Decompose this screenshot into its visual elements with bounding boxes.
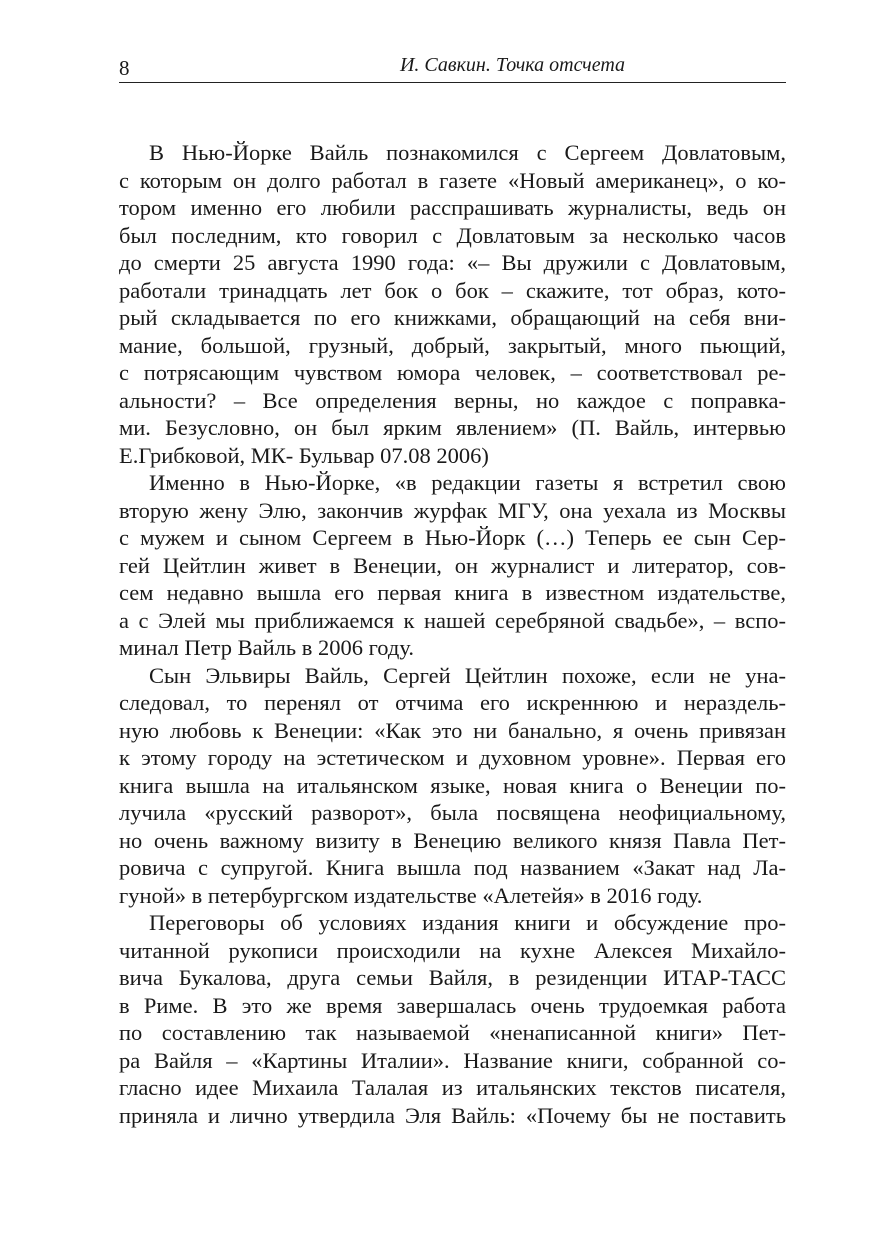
text-line: минал Петр Вайль в 2006 году. [119, 635, 414, 660]
text-line: в Риме. В это же время завершалась очень трудоемкая работа [119, 992, 786, 1018]
text-line: гей Цейтлин живет в Венеции, он журналист и литератор, сов- [119, 552, 786, 578]
text-line: мание, большой, грузный, добрый, закрытый, много пьющий, [119, 332, 786, 358]
text-line: рый складывается по его книжками, обращающий на себя вни- [119, 305, 786, 330]
text-line: следовал, то перенял от отчима его искреннюю и нераздель- [119, 690, 786, 715]
text-line: вича Букалова, друга семьи Вайля, в резиденции ИТАР-ТАСС [119, 965, 786, 990]
paragraph [119, 139, 786, 469]
paragraph [119, 662, 786, 910]
text-line: до смерти 25 августа 1990 года: «– Вы дружили с Довлатовым, [119, 250, 786, 275]
text-line: ми. Безусловно, он был ярким явлением» (П. Вайль, интервью [119, 415, 786, 440]
paragraph [119, 469, 786, 662]
text-line: к этому городу на эстетическом и духовном уровне». Первая его [119, 745, 786, 770]
text-line: гласно идее Михаила Талалая из итальянских текстов писателя, [119, 1075, 786, 1100]
body-text [119, 139, 786, 1129]
text-line: с мужем и сыном Сергеем в Нью-Йорк (…) Теперь ее сын Сер- [119, 525, 786, 550]
text-line: ра Вайля – «Картины Италии». Название книги, собранной со- [119, 1047, 786, 1073]
text-line: Сын Эльвиры Вайль, Сергей Цейтлин похоже, если не уна- [149, 662, 786, 688]
text-line: лучила «русский разворот», была посвящена неофициальному, [119, 800, 786, 825]
text-line: а с Элей мы приближаемся к нашей серебряной свадьбе», – вспо- [119, 607, 786, 633]
text-line: работали тринадцать лет бок о бок – скажите, тот образ, кото- [119, 277, 786, 303]
text-line: по составлению так называемой «ненаписанной книги» Пет- [119, 1020, 786, 1045]
text-line: с которым он долго работал в газете «Новый американец», о ко- [119, 167, 786, 193]
text-line: приняла и лично утвердила Эля Вайль: «Почему бы не поставить [119, 1102, 786, 1128]
text-line: альности? – Все определения верны, но каждое с поправка- [119, 387, 786, 413]
text-line: гуной» в петербургском издательстве «Алетейя» в 2016 году. [119, 882, 703, 908]
paragraph [119, 909, 786, 1129]
text-line: с потрясающим чувством юмора человек, – соответствовал ре- [119, 360, 786, 385]
text-line: книга вышла на итальянском языке, новая книга о Венеции по- [119, 772, 786, 798]
text-line: Е.Грибковой, МК- Бульвар 07.08 2006) [119, 442, 489, 468]
page-number: 8 [119, 56, 130, 80]
running-title: И. Савкин. Точка отсчета [399, 54, 626, 76]
text-line: Переговоры об условиях издания книги и обсуждение про- [149, 910, 786, 935]
text-line: читанной рукописи происходили на кухне Алексея Михайло- [119, 937, 786, 963]
text-line: сем недавно вышла его первая книга в известном издательстве, [119, 580, 786, 605]
text-line: но очень важному визиту в Венецию великого князя Павла Пет- [119, 827, 786, 853]
page-header [119, 52, 786, 83]
text-line: ную любовь к Венеции: «Как это ни банально, я очень привязан [119, 717, 786, 743]
text-line: вторую жену Элю, закончив журфак МГУ, она уехала из Москвы [119, 497, 786, 523]
text-line: В Нью-Йорке Вайль познакомился с Сергеем Довлатовым, [149, 140, 786, 165]
text-line: Именно в Нью-Йорке, «в редакции газеты я встретил свою [149, 470, 786, 495]
text-line: ровича с супругой. Книга вышла под названием «Закат над Ла- [119, 855, 786, 880]
text-line: тором именно его любили расспрашивать журналисты, ведь он [119, 195, 786, 220]
text-line: был последним, кто говорил с Довлатовым за несколько часов [119, 222, 786, 248]
